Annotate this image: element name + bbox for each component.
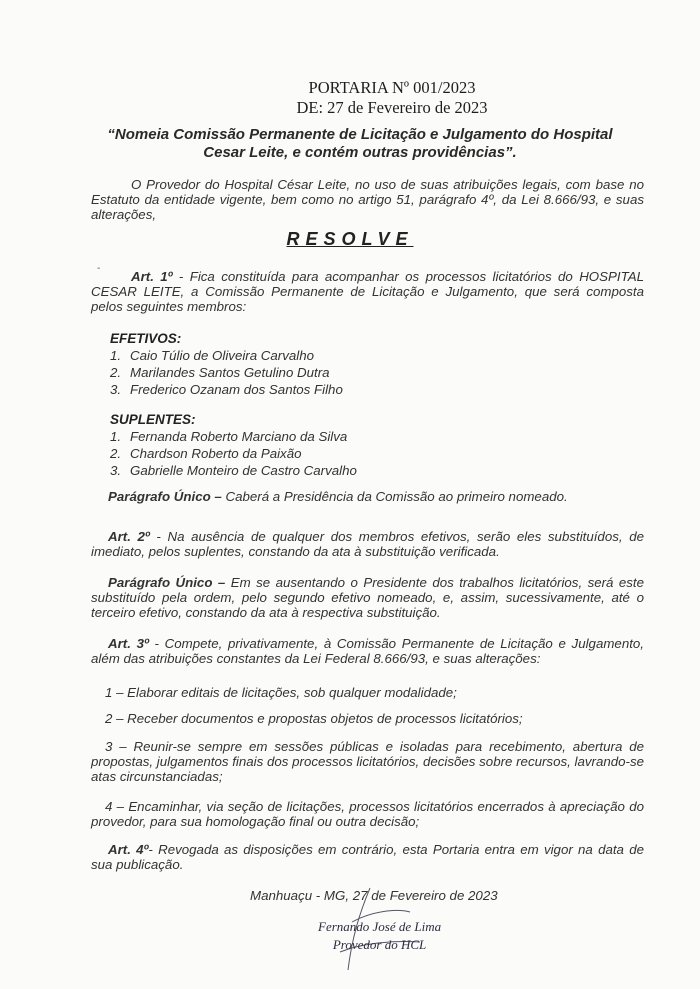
art3-item-3: 3 – Reunir-se sempre em sessões públicas e isoladas para recebimento, abertura de propostas, julgamentos finais dos processos licitatórios, decisões sobre recursos, lavrando-se atas circunstanciadas;: [91, 739, 644, 784]
art3-item-2: 2 – Receber documentos e propostas objetos de processos licitatórios;: [105, 711, 523, 726]
member-name: Fernanda Roberto Marciano da Silva: [130, 429, 348, 444]
list-item: [110, 462, 357, 479]
member-name: Caio Túlio de Oliveira Carvalho: [130, 348, 315, 363]
art4-label: Art. 4º: [108, 842, 149, 857]
member-name: Frederico Ozanam dos Santos Filho: [130, 382, 343, 397]
paragrafo-unico-2: [91, 576, 644, 620]
art4-text: - Revogada as disposições em contrário, esta Portaria entra em vigor na data de sua publicação.: [91, 842, 644, 872]
art3-text: - Compete, privativamente, à Comissão Permanente de Licitação e Julgamento, além das atribuições constantes da Lei Federal 8.666/93, e suas alterações:: [91, 636, 644, 666]
art1-label: Art. 1º: [131, 269, 173, 284]
art3-label: Art. 3º: [108, 636, 149, 651]
paragrafo2-text: Em se ausentando o Presidente dos trabalhos licitatórios, será este substituído pela ordem, pelo segundo efetivo nomeado, e, assim, sucessivamente, até o terceiro efetivo, constando da ata à respectiva substituição.: [91, 575, 644, 620]
member-name: Gabrielle Monteiro de Castro Carvalho: [130, 463, 357, 478]
list-item: [110, 347, 343, 364]
signer-role: Provedor do HCL: [332, 937, 427, 952]
efetivos-list: [110, 347, 343, 398]
art3-paragraph: [91, 637, 644, 667]
portaria-subtitle: “Nomeia Comissão Permanente de Licitação e Julgamento do Hospital Cesar Leite, e contém outras providências”.: [107, 126, 613, 161]
suplentes-list: [110, 428, 357, 479]
art1-paragraph: [91, 270, 644, 314]
art2-label: Art. 2º: [108, 529, 150, 544]
item-number: 3.: [110, 382, 122, 397]
portaria-title: PORTARIA Nº 001/2023: [308, 78, 476, 97]
paragrafo1-label: Parágrafo Único –: [108, 489, 222, 504]
art3-item-4: 4 – Encaminhar, via seção de licitações, processos licitatórios encerrados à apreciação do provedor, para sua homologação final ou outra decisão;: [91, 799, 644, 829]
efetivos-heading: EFETIVOS:: [110, 331, 182, 346]
signer-name: Fernando José de Lima: [318, 919, 442, 934]
list-item: [110, 445, 357, 462]
list-item: [110, 364, 343, 381]
place-and-date: Manhuaçu - MG, 27 de Fevereiro de 2023: [250, 888, 498, 903]
item-number: 2.: [110, 446, 122, 461]
item-number: 3.: [110, 463, 122, 478]
intro-paragraph: O Provedor do Hospital César Leite, no uso de suas atribuições legais, com base no Estatuto da entidade vigente, bem como no artigo 51, parágrafo 4º, da Lei 8.666/93, e suas alterações,: [91, 177, 644, 222]
item-number: 1.: [110, 429, 122, 444]
art2-paragraph: [91, 530, 644, 560]
art3-item-1: 1 – Elaborar editais de licitações, sob qualquer modalidade;: [105, 685, 457, 700]
item-number: 2.: [110, 365, 122, 380]
resolve-heading: RESOLVE: [286, 229, 414, 249]
scan-mark: -: [97, 263, 101, 274]
portaria-date: DE: 27 de Fevereiro de 2023: [296, 98, 488, 117]
paragrafo1-text: Caberá a Presidência da Comissão ao primeiro nomeado.: [221, 489, 568, 504]
suplentes-heading: SUPLENTES:: [110, 412, 196, 427]
art2-text: - Na ausência de qualquer dos membros efetivos, serão eles substituídos, de imediato, pelos suplentes, constando da ata à substituição verificada.: [91, 529, 644, 559]
paragrafo2-label: Parágrafo Único –: [108, 575, 226, 590]
art1-text: - Fica constituída para acompanhar os processos licitatórios do HOSPITAL CESAR LEITE, a Comissão Permanente de Licitação e Julgamento, que será composta pelos seguintes membros:: [91, 269, 644, 314]
item-number: 1.: [110, 348, 122, 363]
paragrafo-unico-1: [91, 490, 644, 505]
list-item: [110, 381, 343, 398]
member-name: Chardson Roberto da Paixão: [130, 446, 302, 461]
signature-block: [318, 918, 441, 954]
art4-paragraph: [91, 843, 644, 873]
list-item: [110, 428, 357, 445]
member-name: Marilandes Santos Getulino Dutra: [130, 365, 330, 380]
